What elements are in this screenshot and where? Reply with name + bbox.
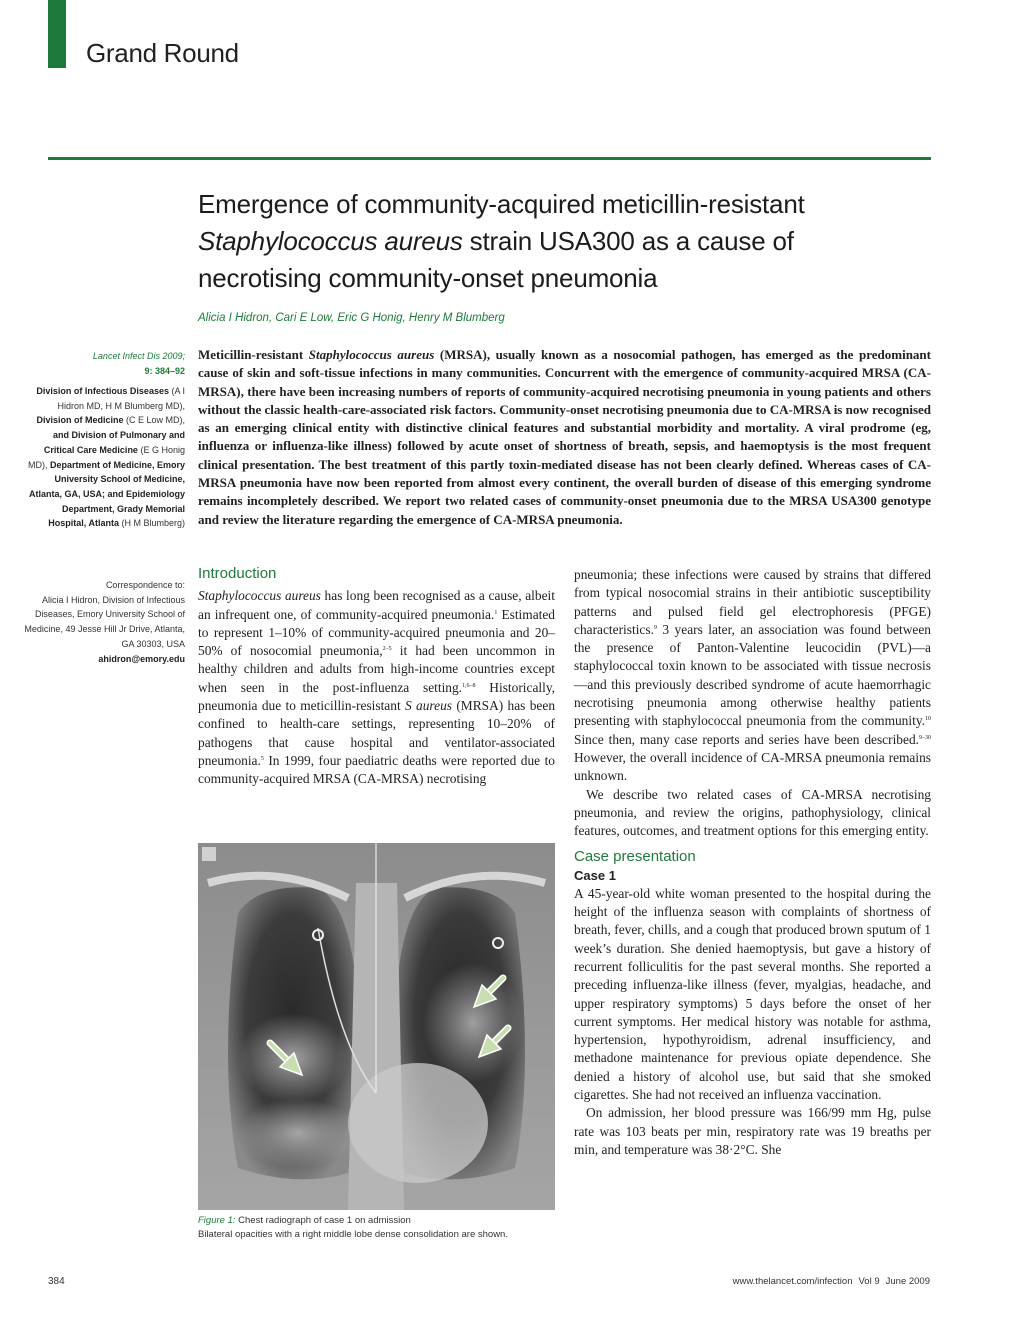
affiliation-2: Division of Medicine [36, 415, 124, 426]
introduction-heading: Introduction [198, 565, 277, 582]
correspondence-label: Correspondence to: [105, 580, 185, 590]
intro-cont-4: However, the overall incidence of CA-MRSA pneumonia remains unknown. [574, 749, 931, 784]
citation-journal: Lancet Infect Dis [92, 351, 160, 361]
case-1-heading: Case 1 [574, 867, 616, 883]
section-marker-bar [48, 0, 66, 68]
title-line-2: strain USA300 as a cause of [462, 226, 794, 256]
reference-marker[interactable]: 2–5 [382, 646, 392, 653]
affiliation-1-names: (A I Hidron MD, H M Blumberg MD), [57, 386, 185, 411]
introduction-paragraph-1 [198, 587, 555, 788]
case-1-paragraph-1: A 45-year-old white woman presented to the hospital during the height of the influenza season with complaints of shortness of breath, fever, chills, and a cough that produced brown sputum of 1 week’s duration. She denied haemoptysis, but gave a history of recurrent folliculitis for the past several months. She reported a preceding influenza-like illness (fever, myalgias, headache, and upper respiratory symptoms) 5 days before the onset of her current symptoms. Her medical history was notable for asthma, hypertension, hypothyroidism, adrenal insufficiency, and methadone maintenance for previous opiate dependence. She denied a history of alcohol use, but said that she smoked cigarettes. She had not received an influenza vaccination. [574, 885, 931, 1103]
intro-text-3: it had been uncommon in healthy children and adults from high-income countries except when seen in the post-influenza setting. [198, 643, 555, 695]
article-title [198, 186, 918, 297]
affiliation-4-names: (H M Blumberg) [121, 518, 185, 529]
reference-marker[interactable]: 9 [653, 624, 657, 631]
intro-cont-3: Since then, many case reports and series have been described. [574, 731, 919, 747]
chest-radiograph-image [198, 843, 555, 1210]
abstract [198, 346, 931, 529]
introduction-paragraph-1-continued [574, 566, 931, 786]
affiliations [24, 384, 185, 531]
issue-date: June 2009 [885, 1276, 930, 1287]
abstract-start: Meticillin-resistant [198, 347, 309, 362]
title-line-3: necrotising community-onset pneumonia [198, 263, 658, 293]
correspondence [24, 578, 185, 666]
correspondence-address: Alicia I Hidron, Division of Infectious Diseases, Emory University School of Medicine, 49 Jesse Hill Jr Drive, Atlanta, GA 30303, USA [24, 594, 185, 649]
intro-text-4: Historically, pneumonia due to meticillin-resistant [198, 679, 556, 714]
reference-marker[interactable]: 1,6–8 [462, 682, 476, 689]
case-presentation-heading: Case presentation [574, 848, 696, 866]
journal-url[interactable]: www.thelancet.com/infection [732, 1276, 853, 1287]
reference-marker[interactable]: 9–30 [919, 734, 931, 741]
intro-cont-1: pneumonia; these infections were caused by strains that differed from typical nosocomial strains in their antibiotic susceptibility patterns and pulsed field gel electrophoresis (PFGE) characteristics. [574, 567, 931, 637]
affiliation-3-names: (E G Honig MD), [27, 444, 185, 470]
intro-text-5: (MRSA) has been confined to health-care settings, representing 10–20% of pathogens that cause hospital and ventilator-associated pneumonia. [198, 698, 556, 768]
page-number: 384 [48, 1276, 65, 1287]
title-species: Staphylococcus aureus [198, 226, 463, 256]
affiliation-3: and Division of Pulmonary and Critical Care Medicine [43, 430, 185, 455]
intro-text-2: Estimated to represent 1–10% of community-acquired pneumonia and 20–50% of nosocomial pneumonia, [198, 606, 555, 659]
figure-description: Bilateral opacities with a right middle lobe dense consolidation are shown. [198, 1229, 508, 1240]
affiliation-4: Department of Medicine, Emory University School of Medicine, Atlanta, GA, USA; and Epidemiology Department, Grady Memorial Hospital, Atlanta [28, 459, 185, 529]
introduction-paragraph-2: We describe two related cases of CA-MRSA necrotising pneumonia, and review the origins, pathophysiology, clinical features, outcomes, and treatment options for this emerging entity. [574, 786, 931, 839]
intro-text-1: has long been recognised as a cause, albeit an infrequent one, of community-acquired pneumonia. [198, 588, 555, 622]
citation [24, 349, 185, 378]
figure-title: Chest radiograph of case 1 on admission [235, 1215, 411, 1226]
intro-text-6: In 1999, four paediatric deaths were reported due to community-acquired MRSA (CA-MRSA) necrotising [198, 752, 555, 787]
reference-marker[interactable]: 1 [494, 609, 498, 616]
intro-species-abbrev: S aureus [405, 698, 452, 714]
section-title: Grand Round [86, 38, 239, 68]
figure-label: Figure 1: [198, 1215, 236, 1226]
title-line-1: Emergence of community-acquired meticillin-resistant [198, 189, 805, 219]
intro-species: Staphylococcus aureus [198, 588, 321, 604]
abstract-body: (MRSA), usually known as a nosocomial pathogen, has emerged as the predominant cause of skin and soft-tissue infections in many communities. Concurrent with the emergence of community-acquired MRSA (CA-MRSA), there have been increasing numbers of reports of community-acquired necrotising pneumonia in young patients and others without the classic health-care-associated risk factors. Community-onset necrotising pneumonia due to CA-MRSA is now recognised as an emerging clinical entity with distinctive clinical features and substantial morbidity and mortality. A viral prodrome (eg, influenza or influenza-like illness) followed by acute onset of shortness of breath, sepsis, and haemoptysis is the most frequent clinical presentation. The best treatment of this partly toxin-mediated disease has not been clearly defined. Whereas cases of CA-MRSA pneumonia have now been reported from almost every continent, the overall burden of disease of this emerging syndrome remains incompletely described. We report two related cases of community-onset pneumonia due to the MRSA USA300 genotype and review the literature regarding the emergence of CA-MRSA pneumonia. [198, 347, 931, 527]
header-rule [48, 157, 931, 160]
volume: Vol 9 [858, 1276, 880, 1287]
reference-marker[interactable]: 10 [925, 716, 931, 723]
case-1-paragraph-2: On admission, her blood pressure was 166/99 mm Hg, pulse rate was 103 beats per min, respiratory rate was 19 breaths per min, and temperature was 38·2°C. She [574, 1105, 931, 1157]
body-column-2 [574, 566, 931, 1159]
author-list: Alicia I Hidron, Cari E Low, Eric G Honig, Henry M Blumberg [198, 312, 505, 324]
correspondence-email[interactable]: ahidron@emory.edu [98, 653, 185, 664]
affiliation-2-names: (C E Low MD), [125, 415, 185, 426]
figure-caption [198, 1214, 555, 1242]
intro-cont-2: 3 years later, an association was found between the presence of Panton-Valentine leucocidin (PVL)—a staphylococcal toxin known to be associated with tissue necrosis—and this previously described syndrome of acute haemorrhagic necrotising pneumonia among otherwise healthy patients presenting with staphylococcal pneumonia from the community. [574, 621, 931, 729]
chest-radiograph-figure [198, 843, 555, 1210]
affiliation-1: Division of Infectious Diseases [36, 386, 169, 396]
citation-pages: 9: 384–92 [144, 365, 185, 376]
abstract-species: Staphylococcus aureus [308, 347, 435, 362]
page-footer [733, 1276, 930, 1287]
introduction-column-1 [198, 565, 555, 789]
citation-year: 2009; [159, 351, 185, 361]
reference-marker[interactable]: 5 [260, 755, 264, 762]
